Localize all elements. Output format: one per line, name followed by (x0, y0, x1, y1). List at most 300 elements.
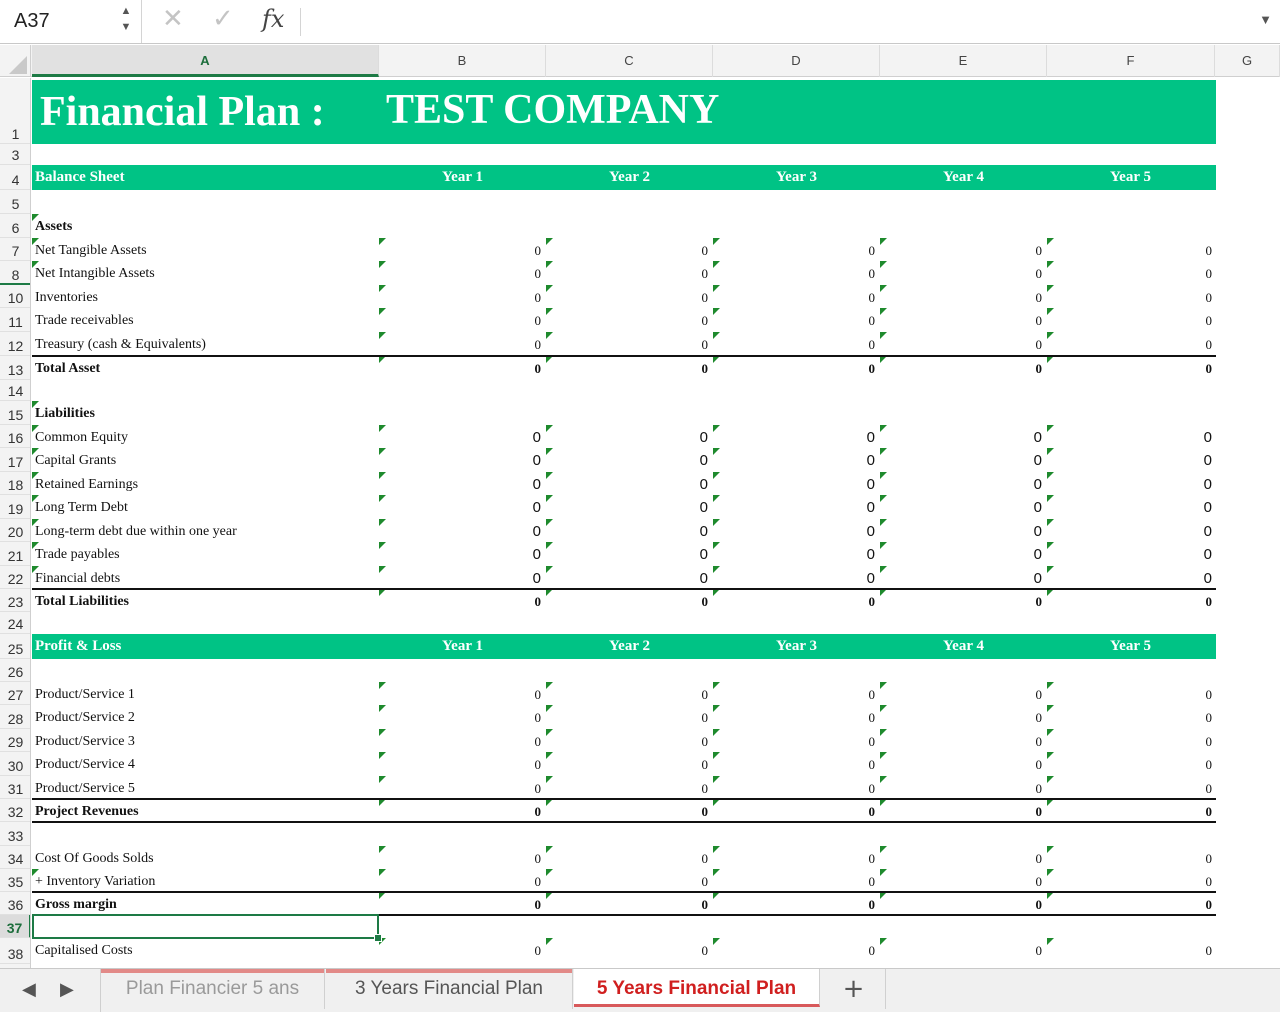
total-liabilities-row[interactable] (32, 589, 1216, 612)
cell-value[interactable]: 0 (699, 429, 708, 446)
row-header-8[interactable]: 8 (0, 261, 31, 285)
cell-value[interactable]: 0 (1203, 570, 1212, 587)
total-divider (32, 891, 1216, 893)
cell-value[interactable]: 0 (866, 452, 875, 469)
cell-value[interactable]: 0 (534, 266, 541, 281)
cell-value[interactable]: 0 (534, 734, 541, 749)
comment-indicator-icon (379, 425, 386, 432)
cell-value[interactable]: 0 (701, 243, 708, 258)
asset-row[interactable] (32, 308, 1216, 331)
cell-value[interactable]: 0 (701, 804, 708, 819)
asset-row[interactable] (32, 261, 1216, 284)
cell-value[interactable]: 0 (1205, 710, 1212, 725)
cell-value[interactable]: 0 (1205, 781, 1212, 796)
row-label: Trade payables (35, 547, 120, 562)
cell-value[interactable]: 0 (534, 243, 541, 258)
asset-row[interactable] (32, 332, 1216, 355)
cell-value[interactable]: 0 (1035, 243, 1042, 258)
inventory-variation-row[interactable] (32, 869, 1216, 892)
next-sheet-icon[interactable]: ▶ (60, 979, 74, 1000)
cell-value[interactable]: 0 (701, 687, 708, 702)
cell-value[interactable]: 0 (868, 874, 875, 889)
row-label: Gross margin (35, 897, 117, 912)
cell-value[interactable]: 0 (534, 361, 541, 376)
comment-indicator-icon (713, 495, 720, 502)
row-header-37[interactable]: 37 (0, 915, 31, 938)
comment-indicator-icon (880, 261, 887, 268)
title-band[interactable] (32, 80, 1216, 144)
cell-value[interactable]: 0 (532, 476, 541, 493)
comment-indicator-icon (1047, 682, 1054, 689)
comment-indicator-icon (880, 495, 887, 502)
comment-indicator-icon (546, 542, 553, 549)
comment-indicator-icon (379, 308, 386, 315)
cell-value[interactable]: 0 (1203, 546, 1212, 563)
cell-value[interactable]: 0 (534, 874, 541, 889)
cell-value[interactable]: 0 (868, 851, 875, 866)
row-headers (0, 78, 31, 968)
product-row[interactable] (32, 776, 1216, 799)
comment-indicator-icon (546, 356, 553, 363)
comment-indicator-icon (546, 308, 553, 315)
comment-indicator-icon (1047, 776, 1054, 783)
comment-indicator-icon (713, 566, 720, 573)
comment-indicator-icon (1047, 705, 1054, 712)
insert-function-icon[interactable]: fx (262, 5, 285, 33)
cell-value[interactable]: 0 (868, 361, 875, 376)
cell-value[interactable]: 0 (701, 874, 708, 889)
cell-value[interactable]: 0 (534, 804, 541, 819)
row-header-23[interactable]: 23 (0, 589, 31, 612)
sheet-tab-label: 3 Years Financial Plan (354, 978, 543, 999)
sheet-tab-5-years-active[interactable] (574, 969, 820, 1007)
row-header-36[interactable]: 36 (0, 892, 31, 915)
cell-value[interactable]: 0 (701, 594, 708, 609)
row-label: Capital Grants (35, 453, 117, 468)
active-cell[interactable] (32, 914, 379, 939)
cell-value[interactable]: 0 (868, 594, 875, 609)
cell-value[interactable]: 0 (866, 523, 875, 540)
column-header-c[interactable]: C (546, 45, 713, 77)
cell-value[interactable]: 0 (701, 361, 708, 376)
column-header-a[interactable]: A (32, 45, 379, 77)
comment-indicator-icon (880, 472, 887, 479)
comment-indicator-icon (880, 752, 887, 759)
comment-indicator-icon (1047, 238, 1054, 245)
cell-value[interactable]: 0 (534, 290, 541, 305)
comment-indicator-icon (546, 705, 553, 712)
tab-color-strip (101, 969, 324, 973)
company-name[interactable]: TEST COMPANY (386, 87, 720, 133)
sheet-tab-plan-financier[interactable] (101, 969, 325, 1009)
row-header-29[interactable]: 29 (0, 729, 31, 752)
row-label: Product/Service 4 (35, 757, 135, 772)
row-header-33[interactable]: 33 (0, 822, 31, 846)
row-header-22[interactable]: 22 (0, 566, 31, 589)
row-header-4[interactable]: 4 (0, 165, 31, 190)
comment-indicator-icon (379, 332, 386, 339)
cell-value[interactable]: 0 (699, 570, 708, 587)
comment-indicator-icon (546, 495, 553, 502)
row-label: Product/Service 1 (35, 687, 135, 702)
row-header-1[interactable]: 1 (0, 78, 31, 144)
row-header-31[interactable]: 31 (0, 776, 31, 799)
cell-value[interactable]: 0 (534, 337, 541, 352)
cell-value[interactable]: 0 (701, 337, 708, 352)
row-header-7[interactable]: 7 (0, 238, 31, 261)
comment-indicator-icon (1047, 425, 1054, 432)
row-label: Treasury (cash & Equivalents) (35, 337, 206, 352)
comment-indicator-icon (379, 566, 386, 573)
cell-value[interactable]: 0 (699, 452, 708, 469)
cell-value[interactable]: 0 (1205, 897, 1212, 912)
liability-row[interactable] (32, 566, 1216, 589)
sheet-grid[interactable] (32, 78, 1280, 968)
comment-indicator-icon (880, 566, 887, 573)
year-header: Year 1 (442, 169, 483, 185)
cell-value[interactable]: 0 (1205, 804, 1212, 819)
row-header-30[interactable]: 30 (0, 752, 31, 776)
cell-value[interactable]: 0 (534, 594, 541, 609)
cell-value[interactable]: 0 (1035, 943, 1042, 958)
total-asset-row[interactable] (32, 356, 1216, 379)
total-divider (32, 355, 1216, 357)
asset-row[interactable] (32, 238, 1216, 261)
row-header-3[interactable]: 3 (0, 144, 31, 165)
cell-value[interactable]: 0 (1035, 594, 1042, 609)
profit-loss-header[interactable] (32, 634, 1216, 659)
cell-value[interactable]: 0 (1035, 874, 1042, 889)
cell-value[interactable]: 0 (1035, 337, 1042, 352)
cell-value[interactable]: 0 (868, 687, 875, 702)
cell-value[interactable]: 0 (532, 546, 541, 563)
select-all-button[interactable] (0, 45, 31, 77)
row-header-26[interactable]: 26 (0, 659, 31, 682)
cell-value[interactable]: 0 (699, 499, 708, 516)
tab-color-strip (326, 969, 572, 973)
comment-indicator-icon (713, 472, 720, 479)
formula-bar (0, 0, 1280, 44)
cell-value[interactable]: 0 (868, 757, 875, 772)
name-box-stepper[interactable] (118, 3, 134, 39)
cell-value[interactable]: 0 (1033, 570, 1042, 587)
cell-value[interactable]: 0 (1205, 943, 1212, 958)
product-row[interactable] (32, 705, 1216, 728)
cancel-icon[interactable]: ✕ (162, 4, 184, 34)
year-header: Year 4 (943, 169, 984, 185)
cell-value[interactable]: 0 (701, 897, 708, 912)
product-row[interactable] (32, 729, 1216, 752)
row-header-5[interactable]: 5 (0, 190, 31, 214)
sheet-tab-bar (0, 968, 1280, 1012)
cell-value[interactable]: 0 (534, 851, 541, 866)
cell-value[interactable]: 0 (868, 313, 875, 328)
row-header-34[interactable]: 34 (0, 846, 31, 869)
cell-value[interactable]: 0 (532, 452, 541, 469)
liability-row[interactable] (32, 425, 1216, 448)
comment-indicator-icon (546, 566, 553, 573)
cell-value[interactable]: 0 (868, 734, 875, 749)
cell-value[interactable]: 0 (1203, 523, 1212, 540)
comment-indicator-icon (1047, 729, 1054, 736)
cell-value[interactable]: 0 (1205, 874, 1212, 889)
cell-value[interactable]: 0 (1035, 804, 1042, 819)
cell-value[interactable]: 0 (1033, 452, 1042, 469)
liability-row[interactable] (32, 519, 1216, 542)
comment-indicator-icon (713, 285, 720, 292)
row-label: Total Liabilities (35, 594, 130, 609)
row-label: Net Tangible Assets (35, 243, 147, 258)
comment-indicator-icon (1047, 542, 1054, 549)
cell-value[interactable]: 0 (1035, 757, 1042, 772)
cell-value[interactable]: 0 (701, 757, 708, 772)
previous-sheet-icon[interactable]: ◀ (22, 979, 36, 1000)
cell-value[interactable]: 0 (1035, 266, 1042, 281)
cell-value[interactable]: 0 (1203, 429, 1212, 446)
cell-value[interactable]: 0 (1205, 851, 1212, 866)
cell-value[interactable]: 0 (532, 429, 541, 446)
row-label: Financial debts (35, 571, 121, 586)
cell-value[interactable]: 0 (534, 687, 541, 702)
row-header-10[interactable]: 10 (0, 285, 31, 308)
comment-indicator-icon (880, 542, 887, 549)
cell-value[interactable]: 0 (1205, 594, 1212, 609)
row-header-24[interactable]: 24 (0, 612, 31, 634)
assets-heading-row[interactable] (32, 214, 1216, 237)
cell-value[interactable]: 0 (701, 290, 708, 305)
comment-indicator-icon (379, 285, 386, 292)
column-header-d[interactable]: D (713, 45, 880, 77)
page-title[interactable]: Financial Plan : (40, 89, 325, 135)
cell-value[interactable]: 0 (699, 523, 708, 540)
cell-value[interactable]: 0 (701, 313, 708, 328)
comment-indicator-icon (546, 332, 553, 339)
comment-indicator-icon (379, 682, 386, 689)
cell-value[interactable]: 0 (532, 523, 541, 540)
chevron-up-icon[interactable]: ▲ (120, 5, 132, 17)
row-header-32[interactable]: 32 (0, 799, 31, 822)
cell-value[interactable]: 0 (866, 546, 875, 563)
row-header-18[interactable]: 18 (0, 472, 31, 495)
cell-value[interactable]: 0 (1035, 290, 1042, 305)
enter-icon[interactable]: ✓ (212, 4, 234, 34)
comment-indicator-icon (1047, 472, 1054, 479)
row-header-21[interactable]: 21 (0, 542, 31, 566)
cell-value[interactable]: 0 (1033, 429, 1042, 446)
cell-value[interactable]: 0 (701, 851, 708, 866)
cell-value[interactable]: 0 (534, 710, 541, 725)
cell-value[interactable]: 0 (1203, 452, 1212, 469)
year-header: Year 3 (776, 638, 817, 654)
cell-value[interactable]: 0 (868, 781, 875, 796)
comment-indicator-icon (1047, 519, 1054, 526)
asset-row[interactable] (32, 285, 1216, 308)
expand-formula-bar-icon[interactable]: ▼ (1259, 12, 1272, 27)
liability-row[interactable] (32, 495, 1216, 518)
cell-value[interactable]: 0 (1035, 313, 1042, 328)
row-label: Net Intangible Assets (35, 266, 155, 281)
cell-value[interactable]: 0 (866, 570, 875, 587)
comment-indicator-icon (713, 799, 720, 806)
row-header-11[interactable]: 11 (0, 308, 31, 332)
column-header-f[interactable]: F (1047, 45, 1215, 77)
comment-indicator-icon (546, 799, 553, 806)
row-label: Cost Of Goods Solds (35, 851, 154, 866)
year-header: Year 5 (1110, 638, 1151, 654)
cell-value[interactable]: 0 (1205, 243, 1212, 258)
cell-value[interactable]: 0 (868, 897, 875, 912)
column-header-g[interactable]: G (1215, 45, 1280, 77)
balance-sheet-header[interactable] (32, 165, 1216, 190)
comment-indicator-icon (713, 425, 720, 432)
cell-value[interactable]: 0 (1205, 687, 1212, 702)
add-sheet-button[interactable]: + (822, 969, 886, 1009)
cell-value[interactable]: 0 (534, 943, 541, 958)
product-row[interactable] (32, 682, 1216, 705)
column-header-e[interactable]: E (880, 45, 1047, 77)
cell-value[interactable]: 0 (701, 266, 708, 281)
column-header-b[interactable]: B (379, 45, 546, 77)
cell-value[interactable]: 0 (1035, 710, 1042, 725)
comment-indicator-icon (713, 589, 720, 596)
cell-value[interactable]: 0 (701, 943, 708, 958)
cell-value[interactable]: 0 (701, 710, 708, 725)
year-header: Year 1 (442, 638, 483, 654)
comment-indicator-icon (880, 519, 887, 526)
cell-value[interactable]: 0 (532, 570, 541, 587)
sheet-tab-3-years[interactable] (326, 969, 573, 1009)
liability-row[interactable] (32, 448, 1216, 471)
name-box-value[interactable]: A37 (14, 10, 50, 32)
row-header-25[interactable]: 25 (0, 634, 31, 659)
cell-value[interactable]: 0 (1035, 687, 1042, 702)
row-header-28[interactable]: 28 (0, 705, 31, 729)
cell-value[interactable]: 0 (534, 313, 541, 328)
comment-indicator-icon (546, 938, 553, 945)
cell-value[interactable]: 0 (1033, 476, 1042, 493)
cell-value[interactable]: 0 (701, 781, 708, 796)
cell-value[interactable]: 0 (866, 499, 875, 516)
cell-value[interactable]: 0 (534, 897, 541, 912)
comment-indicator-icon (379, 448, 386, 455)
cell-value[interactable]: 0 (1205, 361, 1212, 376)
cell-value[interactable]: 0 (1035, 897, 1042, 912)
comment-indicator-icon (880, 846, 887, 853)
comment-indicator-icon (546, 425, 553, 432)
cell-value[interactable]: 0 (1035, 734, 1042, 749)
cell-value[interactable]: 0 (868, 243, 875, 258)
row-header-16[interactable]: 16 (0, 425, 31, 448)
cell-value[interactable]: 0 (868, 710, 875, 725)
capitalised-costs-row[interactable] (32, 938, 1216, 961)
row-header-20[interactable]: 20 (0, 519, 31, 542)
row-header-13[interactable]: 13 (0, 356, 31, 380)
cell-value[interactable]: 0 (1203, 499, 1212, 516)
cell-value[interactable]: 0 (866, 476, 875, 493)
cogs-row[interactable] (32, 846, 1216, 869)
cell-value[interactable]: 0 (868, 337, 875, 352)
comment-indicator-icon (1047, 332, 1054, 339)
row-header-15[interactable]: 15 (0, 401, 31, 425)
cell-value[interactable]: 0 (1035, 361, 1042, 376)
comment-indicator-icon (1047, 566, 1054, 573)
cell-value[interactable]: 0 (1205, 313, 1212, 328)
cell-value[interactable]: 0 (1205, 734, 1212, 749)
cell-value[interactable]: 0 (699, 546, 708, 563)
cell-value[interactable]: 0 (868, 266, 875, 281)
cell-value[interactable]: 0 (699, 476, 708, 493)
comment-indicator-icon (546, 448, 553, 455)
chevron-down-icon[interactable]: ▼ (120, 21, 132, 33)
cell-value[interactable]: 0 (1035, 781, 1042, 796)
row-header-38[interactable]: 38 (0, 938, 31, 964)
cell-value[interactable]: 0 (1205, 757, 1212, 772)
row-header-14[interactable]: 14 (0, 380, 31, 401)
gross-margin-row[interactable] (32, 892, 1216, 915)
comment-indicator-icon (379, 705, 386, 712)
cell-value[interactable]: 0 (866, 429, 875, 446)
year-header: Year 4 (943, 638, 984, 654)
cell-value[interactable]: 0 (701, 734, 708, 749)
row-label: Long-term debt due within one year (35, 524, 237, 539)
liability-row[interactable] (32, 472, 1216, 495)
cell-value[interactable]: 0 (868, 943, 875, 958)
cell-value[interactable]: 0 (1205, 337, 1212, 352)
cell-value[interactable]: 0 (532, 499, 541, 516)
cell-value[interactable]: 0 (1205, 290, 1212, 305)
cell-value[interactable]: 0 (1033, 546, 1042, 563)
cell-value[interactable]: 0 (534, 781, 541, 796)
name-box[interactable] (0, 0, 142, 43)
comment-indicator-icon (379, 729, 386, 736)
comment-indicator-icon (1047, 589, 1054, 596)
fill-handle[interactable] (374, 934, 382, 942)
comment-indicator-icon (880, 425, 887, 432)
cell-value[interactable]: 0 (868, 804, 875, 819)
row-header-35[interactable]: 35 (0, 869, 31, 892)
row-header-6[interactable]: 6 (0, 214, 31, 238)
comment-indicator-icon (880, 776, 887, 783)
row-header-27[interactable]: 27 (0, 682, 31, 705)
product-row[interactable] (32, 752, 1216, 775)
comment-indicator-icon (1047, 285, 1054, 292)
comment-indicator-icon (880, 869, 887, 876)
row-label: Retained Earnings (35, 477, 139, 492)
liability-row[interactable] (32, 542, 1216, 565)
comment-indicator-icon (546, 261, 553, 268)
cell-value[interactable]: 0 (534, 757, 541, 772)
comment-indicator-icon (546, 846, 553, 853)
project-revenues-row[interactable] (32, 799, 1216, 822)
comment-indicator-icon (880, 705, 887, 712)
comment-indicator-icon (713, 729, 720, 736)
cell-value[interactable]: 0 (1205, 266, 1212, 281)
comment-indicator-icon (880, 938, 887, 945)
liabilities-heading-row[interactable] (32, 401, 1216, 424)
row-header-12[interactable]: 12 (0, 332, 31, 356)
cell-value[interactable]: 0 (1033, 499, 1042, 516)
comment-indicator-icon (713, 892, 720, 899)
row-header-17[interactable]: 17 (0, 448, 31, 472)
row-header-19[interactable]: 19 (0, 495, 31, 519)
cell-value[interactable]: 0 (1033, 523, 1042, 540)
comment-indicator-icon (713, 846, 720, 853)
cell-value[interactable]: 0 (868, 290, 875, 305)
formula-input[interactable] (306, 6, 1246, 38)
cell-value[interactable]: 0 (1035, 851, 1042, 866)
profit-loss-label: Profit & Loss (35, 638, 122, 654)
cell-value[interactable]: 0 (1203, 476, 1212, 493)
